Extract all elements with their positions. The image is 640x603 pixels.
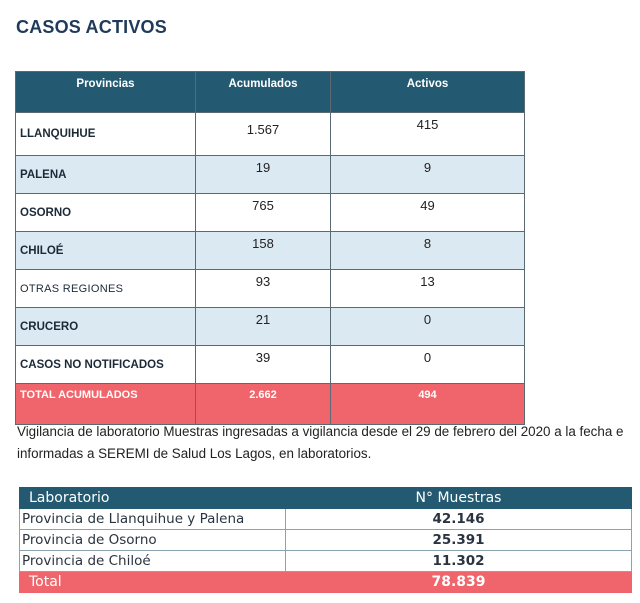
table-row: [16, 232, 525, 270]
total-row: [20, 572, 632, 593]
paragraph-line-1: Vigilancia de laboratorio Muestras ingresadas a vigilancia desde el 29 de febrero del 2020 a la fecha e: [17, 424, 624, 439]
row-acumulados: 765: [196, 194, 331, 232]
total-label: Total: [20, 572, 286, 593]
table-header-row: [20, 488, 632, 509]
table-row: [16, 156, 525, 194]
surveillance-paragraph: [17, 421, 637, 465]
row-laboratorio: Provincia de Chiloé: [20, 551, 286, 572]
row-laboratorio: Provincia de Llanquihue y Palena: [20, 509, 286, 530]
page-title: CASOS ACTIVOS: [16, 17, 167, 37]
total-label: TOTAL ACUMULADOS: [16, 384, 196, 425]
active-cases-table: [15, 71, 525, 425]
column-header-activos: Activos: [331, 72, 525, 113]
row-muestras: 42.146: [286, 509, 632, 530]
row-provincia: OSORNO: [16, 194, 196, 232]
row-activos: 49: [331, 194, 525, 232]
total-row: [16, 384, 525, 425]
row-activos: 9: [331, 156, 525, 194]
total-activos: 494: [331, 384, 525, 425]
paragraph-line-2: informadas a SEREMI de Salud Los Lagos, en laboratorios.: [17, 446, 372, 461]
table-row: [20, 551, 632, 572]
table-row: [20, 509, 632, 530]
column-header-provincias: Provincias: [16, 72, 196, 113]
row-acumulados: 93: [196, 270, 331, 308]
row-muestras: 11.302: [286, 551, 632, 572]
row-provincia: OTRAS REGIONES: [16, 270, 196, 308]
table-header-row: [16, 72, 525, 113]
total-muestras: 78.839: [286, 572, 632, 593]
row-activos: 0: [331, 308, 525, 346]
row-provincia: CASOS NO NOTIFICADOS: [16, 346, 196, 384]
table-row: [16, 308, 525, 346]
row-activos: 8: [331, 232, 525, 270]
total-acumulados: 2.662: [196, 384, 331, 425]
row-provincia: CRUCERO: [16, 308, 196, 346]
table-row: [16, 346, 525, 384]
row-laboratorio: Provincia de Osorno: [20, 530, 286, 551]
column-header-muestras: N° Muestras: [286, 488, 632, 509]
row-acumulados: 19: [196, 156, 331, 194]
row-activos: 13: [331, 270, 525, 308]
row-provincia: PALENA: [16, 156, 196, 194]
row-muestras: 25.391: [286, 530, 632, 551]
column-header-laboratorio: Laboratorio: [20, 488, 286, 509]
column-header-acumulados: Acumulados: [196, 72, 331, 113]
row-acumulados: 39: [196, 346, 331, 384]
row-acumulados: 158: [196, 232, 331, 270]
row-activos: 0: [331, 346, 525, 384]
row-provincia: CHILOÉ: [16, 232, 196, 270]
row-provincia: LLANQUIHUE: [16, 113, 196, 156]
row-acumulados: 1.567: [196, 113, 331, 156]
laboratory-samples-table: [19, 487, 632, 593]
table-row: [16, 113, 525, 156]
table-row: [16, 194, 525, 232]
row-acumulados: 21: [196, 308, 331, 346]
table-row: [20, 530, 632, 551]
table-row: [16, 270, 525, 308]
row-activos: 415: [331, 113, 525, 156]
